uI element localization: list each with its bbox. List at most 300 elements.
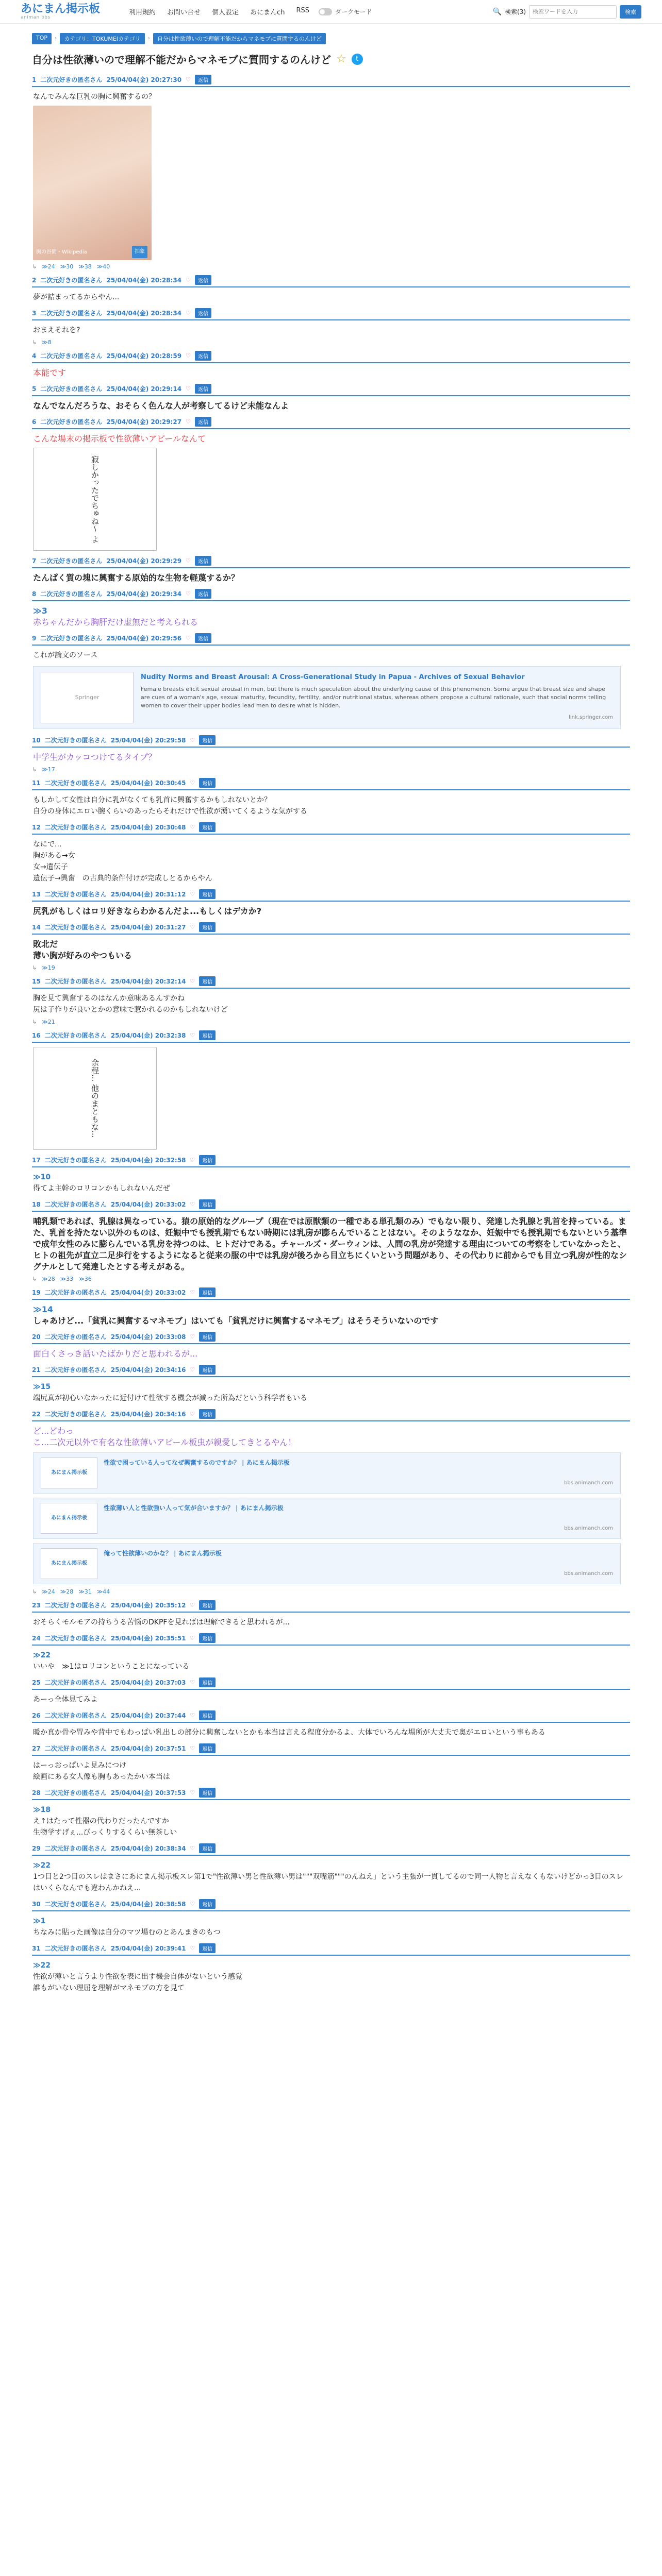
heart-icon[interactable]: ♡ <box>186 635 191 641</box>
ref-link[interactable]: ≫31 <box>78 1588 92 1595</box>
response-date: 25/04/04(金) 20:33:08 <box>110 1333 186 1341</box>
response-body <box>32 325 630 336</box>
response-author: 二次元好きの匿名さん <box>44 737 107 744</box>
ref-link[interactable]: ≫36 <box>78 1276 92 1282</box>
logo-subtitle: animan bbs <box>21 14 51 20</box>
response-body <box>32 1916 630 1938</box>
body-line: 敗北だ <box>33 939 58 949</box>
reply-button[interactable]: 返信 <box>199 1199 216 1209</box>
response-author: 二次元好きの匿名さん <box>44 924 107 931</box>
response-body <box>32 367 630 379</box>
body-line: 女→遺伝子 <box>33 863 68 871</box>
thumb-logo: あにまん掲示板 <box>51 1515 87 1521</box>
response-author: 二次元好きの匿名さん <box>44 1901 107 1908</box>
response-body <box>32 794 630 817</box>
response-author: 二次元好きの匿名さん <box>40 352 103 360</box>
response-body <box>32 1216 630 1273</box>
heart-icon[interactable]: ♡ <box>190 1712 195 1719</box>
thumb-logo: あにまん掲示板 <box>51 1470 87 1476</box>
response-divider <box>32 901 630 902</box>
reply-button[interactable]: 返信 <box>199 1600 216 1610</box>
reply-anchor[interactable]: ≫3 <box>33 606 47 616</box>
response-author: 二次元好きの匿名さん <box>44 824 107 831</box>
thumb-logo: あにまん掲示板 <box>51 1561 87 1566</box>
link-title[interactable]: 俺って性欲薄いのかな？ | あにまん掲示板 <box>104 1550 222 1557</box>
heart-icon[interactable]: ♡ <box>190 824 195 831</box>
response-header <box>32 1408 630 1420</box>
response-header <box>32 1286 630 1299</box>
manga-text: 余程... 他のまともな... <box>90 1059 100 1138</box>
reply-button[interactable]: 返信 <box>199 1710 216 1720</box>
breadcrumb-category[interactable]: カテゴリ：TOKUMEIカテゴリ <box>60 33 144 44</box>
reply-anchor[interactable]: ≫18 <box>33 1806 51 1814</box>
reply-button[interactable]: 返信 <box>199 1743 216 1753</box>
logo-title: あにまん掲示板 <box>21 2 101 15</box>
breadcrumb-thread[interactable]: 自分は性欲薄いので理解不能だからマネモブに質問するのんけど <box>153 33 326 44</box>
response <box>32 1898 630 1938</box>
response-number[interactable]: 24 <box>32 1634 41 1642</box>
body-line: しゃあけど...「貧乳に興奮するマネモブ」はいても「貧乳だけに興奮するマネモブ」はそうそういないのです <box>33 1316 439 1326</box>
response-header <box>32 1198 630 1211</box>
heart-icon[interactable]: ♡ <box>190 1366 195 1373</box>
dark-mode-toggle[interactable] <box>319 7 372 16</box>
heart-icon[interactable]: ♡ <box>190 1679 195 1686</box>
link-card[interactable] <box>33 1452 621 1494</box>
response <box>32 383 630 412</box>
search-icon: 🔍 <box>492 7 502 16</box>
link-thumbnail <box>41 1548 97 1579</box>
link-card[interactable] <box>33 1498 621 1539</box>
reply-button[interactable]: 返信 <box>195 417 211 427</box>
response-refs <box>32 1276 630 1282</box>
response-author: 二次元好きの匿名さん <box>44 1845 107 1852</box>
response-number[interactable]: 31 <box>32 1944 41 1952</box>
body-line: 中学生がカッコつけてるタイプ？ <box>33 752 157 762</box>
body-line: 夢が詰まってるからやん... <box>33 293 120 301</box>
response-divider <box>32 362 630 363</box>
heart-icon[interactable]: ♡ <box>190 1945 195 1952</box>
response-divider <box>32 934 630 935</box>
response <box>32 1364 630 1404</box>
response-body <box>32 1047 630 1150</box>
response-date: 25/04/04(金) 20:37:53 <box>110 1789 186 1797</box>
response-header <box>32 1942 630 1955</box>
reply-button[interactable]: 返信 <box>199 1943 216 1953</box>
response-refs <box>32 1019 630 1025</box>
link-card[interactable] <box>33 666 621 729</box>
reply-icon: ↳ <box>32 766 37 773</box>
response-body <box>32 1860 630 1894</box>
response-divider <box>32 988 630 989</box>
response-divider <box>32 1645 630 1646</box>
response-author: 二次元好きの匿名さん <box>40 310 103 317</box>
response-author: 二次元好きの匿名さん <box>44 1032 107 1039</box>
heart-icon[interactable]: ♡ <box>190 1032 195 1039</box>
response <box>32 821 630 884</box>
body-line: これが論文のソース <box>33 651 98 659</box>
response <box>32 416 630 551</box>
thread-title-row <box>32 52 630 66</box>
heart-icon[interactable]: ♡ <box>186 418 191 425</box>
response-number[interactable]: 6 <box>32 418 37 426</box>
response-body <box>32 1617 630 1628</box>
response-date: 25/04/04(金) 20:33:02 <box>110 1289 186 1296</box>
heart-icon[interactable]: ♡ <box>190 1635 195 1641</box>
breadcrumb-top[interactable]: TOP <box>32 33 52 44</box>
response <box>32 274 630 303</box>
heart-icon[interactable]: ♡ <box>190 924 195 930</box>
response-header <box>32 1599 630 1612</box>
search-button[interactable]: 検索 <box>620 5 641 19</box>
response-date: 25/04/04(金) 20:28:34 <box>106 277 182 284</box>
search-label: 検索(3) <box>505 8 526 15</box>
heart-icon[interactable]: ♡ <box>186 277 191 283</box>
reply-button[interactable]: 返信 <box>199 735 216 745</box>
reply-button[interactable]: 返信 <box>195 351 211 361</box>
reply-anchor[interactable]: ≫10 <box>33 1173 51 1181</box>
response-header <box>32 1632 630 1645</box>
response-date: 25/04/04(金) 20:31:27 <box>110 924 186 931</box>
response-date: 25/04/04(金) 20:37:44 <box>110 1712 186 1719</box>
link-card-body <box>104 1457 613 1489</box>
ref-link[interactable]: ≫19 <box>42 964 55 971</box>
search-input[interactable] <box>529 5 617 19</box>
heart-icon[interactable]: ♡ <box>190 1602 195 1608</box>
response-body <box>32 906 630 917</box>
ref-link[interactable]: ≫24 <box>42 1588 55 1595</box>
response-divider <box>32 1376 630 1377</box>
response <box>32 555 630 584</box>
response-divider <box>32 1755 630 1756</box>
response-header <box>32 1709 630 1722</box>
response-date: 25/04/04(金) 20:30:45 <box>110 779 186 787</box>
reply-anchor[interactable]: ≫22 <box>33 1651 51 1659</box>
link-url: bbs.animanch.com <box>564 1480 613 1486</box>
response-body <box>32 993 630 1015</box>
main-nav <box>129 7 309 16</box>
response-number[interactable]: 4 <box>32 352 37 360</box>
response-body <box>32 752 630 763</box>
ref-link[interactable]: ≫21 <box>42 1019 55 1025</box>
body-line: なんでみんな巨乳の胸に興奮するの？ <box>33 93 156 101</box>
nav-animanch[interactable]: あにまんch <box>250 9 285 16</box>
response-divider <box>32 600 630 601</box>
ref-link[interactable]: ≫33 <box>60 1276 74 1282</box>
reply-icon: ↳ <box>32 964 37 971</box>
heart-icon[interactable]: ♡ <box>186 557 191 564</box>
reply-button[interactable]: 返信 <box>195 556 211 566</box>
response-number[interactable]: 26 <box>32 1711 41 1719</box>
heart-icon[interactable]: ♡ <box>190 891 195 897</box>
reply-icon: ↳ <box>32 1276 37 1282</box>
reply-button[interactable]: 返信 <box>199 1409 216 1419</box>
heart-icon[interactable]: ♡ <box>190 1901 195 1907</box>
star-icon[interactable]: ☆ <box>336 53 346 65</box>
heart-icon[interactable]: ♡ <box>190 1201 195 1208</box>
ref-link[interactable]: ≫24 <box>42 263 55 270</box>
heart-icon[interactable]: ♡ <box>190 1845 195 1852</box>
ref-link[interactable]: ≫28 <box>60 1588 74 1595</box>
response-number[interactable]: 25 <box>32 1679 41 1686</box>
response-number[interactable]: 10 <box>32 736 41 744</box>
reply-anchor[interactable]: ≫1 <box>33 1917 46 1925</box>
response-date: 25/04/04(金) 20:29:14 <box>106 385 182 393</box>
attached-image[interactable] <box>33 448 157 551</box>
response-number[interactable]: 28 <box>32 1789 41 1797</box>
body-line: いいや ≫1はロリコンということになっている <box>33 1663 190 1671</box>
response-header <box>32 888 630 901</box>
link-title[interactable]: 性欲薄い人と性欲強い人って気が合いますか？ | あにまん掲示板 <box>104 1504 284 1512</box>
response-header <box>32 1364 630 1376</box>
ref-link[interactable]: ≫40 <box>96 263 110 270</box>
response-author: 二次元好きの匿名さん <box>40 385 103 393</box>
heart-icon[interactable]: ♡ <box>190 1789 195 1796</box>
response-number[interactable]: 21 <box>32 1366 41 1374</box>
response-divider <box>32 1799 630 1800</box>
response-divider <box>32 1343 630 1344</box>
reply-button[interactable]: 返信 <box>195 384 211 394</box>
link-thumbnail: Springer <box>41 672 134 723</box>
ref-link[interactable]: ≫30 <box>60 263 74 270</box>
response-divider <box>32 1722 630 1723</box>
response-number[interactable]: 13 <box>32 890 41 898</box>
response-body <box>32 839 630 884</box>
response-author: 二次元好きの匿名さん <box>44 1411 107 1418</box>
response-divider <box>32 319 630 320</box>
response-date: 25/04/04(金) 20:28:59 <box>106 352 182 360</box>
response-body <box>32 433 630 551</box>
nav-rss[interactable]: RSS <box>296 7 309 14</box>
response-body <box>32 1727 630 1738</box>
site-logo[interactable] <box>21 4 119 20</box>
response-body <box>32 1694 630 1705</box>
response-date: 25/04/04(金) 20:38:34 <box>110 1845 186 1852</box>
heart-icon[interactable]: ♡ <box>186 352 191 359</box>
response-body <box>32 1960 630 1994</box>
response-number[interactable]: 20 <box>32 1333 41 1341</box>
reply-button[interactable]: 返信 <box>199 1677 216 1687</box>
response-number[interactable]: 18 <box>32 1200 41 1208</box>
reply-button[interactable]: 返信 <box>199 778 216 788</box>
response <box>32 350 630 379</box>
link-card-body <box>104 1502 613 1534</box>
heart-icon[interactable]: ♡ <box>190 779 195 786</box>
link-title[interactable]: Nudity Norms and Breast Arousal: A Cross-Generational Study in Papua - Archives of Sexual Behavior <box>141 673 525 681</box>
nav-terms[interactable]: 利用規約 <box>129 9 156 16</box>
response-number[interactable]: 30 <box>32 1900 41 1908</box>
response-divider <box>32 1042 630 1043</box>
response-body <box>32 1304 630 1327</box>
response-author: 二次元好きの匿名さん <box>44 1201 107 1208</box>
heart-icon[interactable]: ♡ <box>190 737 195 743</box>
reply-icon: ↳ <box>32 1019 37 1025</box>
response-number[interactable]: 12 <box>32 823 41 831</box>
response-number[interactable]: 3 <box>32 309 37 317</box>
ref-link[interactable]: ≫38 <box>78 263 92 270</box>
response-number[interactable]: 2 <box>32 276 37 284</box>
response-divider <box>32 1420 630 1421</box>
reply-button[interactable]: 返信 <box>195 633 211 643</box>
reply-button[interactable]: 返信 <box>199 889 216 899</box>
link-title[interactable]: 性欲で困っている人ってなぜ興奮するのですか？ | あにまん掲示板 <box>104 1459 290 1466</box>
response-body <box>32 1172 630 1194</box>
response-header <box>32 1787 630 1799</box>
response-number[interactable]: 22 <box>32 1410 41 1418</box>
heart-icon[interactable]: ♡ <box>190 1411 195 1417</box>
reply-button[interactable]: 返信 <box>199 976 216 986</box>
ref-link[interactable]: ≫17 <box>42 766 55 773</box>
response <box>32 921 630 971</box>
response-header <box>32 1742 630 1755</box>
toggle-switch[interactable] <box>319 8 332 15</box>
reply-anchor[interactable]: ≫22 <box>33 1961 51 1970</box>
response-number[interactable]: 19 <box>32 1289 41 1296</box>
heart-icon[interactable]: ♡ <box>186 385 191 392</box>
response-body <box>32 1760 630 1783</box>
response-number[interactable]: 1 <box>32 76 37 83</box>
reply-button[interactable]: 返信 <box>199 1287 216 1297</box>
response-header <box>32 307 630 319</box>
response-divider <box>32 286 630 287</box>
reply-button[interactable]: 返信 <box>199 822 216 832</box>
heart-icon[interactable]: ♡ <box>190 1333 195 1340</box>
nav-contact[interactable]: お問い合せ <box>167 9 201 16</box>
thread-title: 自分は性欲薄いので理解不能だからマネモブに質問するのんけど <box>32 54 331 66</box>
response <box>32 588 630 628</box>
response-date: 25/04/04(金) 20:29:34 <box>106 590 182 598</box>
response-refs <box>32 263 630 270</box>
response-number[interactable]: 14 <box>32 923 41 931</box>
response-number[interactable]: 15 <box>32 977 41 985</box>
reply-button[interactable]: 返信 <box>195 275 211 285</box>
response-author: 二次元好きの匿名さん <box>44 891 107 898</box>
response <box>32 1198 630 1282</box>
body-line: 哺乳類であれば、乳腺は異なっている。猿の原始的なグループ（現在では原獣類の一種である単孔類のみ）でもない限り、発達した乳腺と乳首を持っている。また、乳首を持たない以外のものは、妊娠中でも授乳期でもない時期には乳房が膨らんでいることはない。そのようななか、妊娠中でも授乳期でもないという基準で成年女性のみに膨らんでいる乳房を持つのは、ヒトだけである。チャールズ・ダーウィンは、人間の乳房が発達する理由についての考察をしていなかったと、ヒトの祖先が直立二足歩行をするようになると従来の服の中では乳房が後ろから目立ちにくいという問題があり、その代わりに前からでも目立つ乳房が性的なシグナルとして発達したとする考えがある。 <box>33 1216 627 1272</box>
reply-button[interactable]: 返信 <box>199 1155 216 1165</box>
link-card-body <box>141 672 613 723</box>
reply-button[interactable]: 返信 <box>199 1843 216 1853</box>
body-line: ど...どわっ <box>33 1426 74 1436</box>
response-body <box>32 1426 630 1584</box>
link-thumbnail <box>41 1503 97 1534</box>
response-divider <box>32 1612 630 1613</box>
link-card[interactable] <box>33 1543 621 1584</box>
response-header <box>32 734 630 747</box>
reply-anchor[interactable]: ≫22 <box>33 1861 51 1870</box>
response-date: 25/04/04(金) 20:33:02 <box>110 1201 186 1208</box>
response <box>32 307 630 346</box>
response-number[interactable]: 27 <box>32 1744 41 1752</box>
response-number[interactable]: 7 <box>32 557 37 565</box>
response-header <box>32 274 630 286</box>
twitter-icon[interactable]: t <box>352 54 363 65</box>
heart-icon[interactable]: ♡ <box>186 310 191 316</box>
nav-settings[interactable]: 個人設定 <box>212 9 239 16</box>
response-date: 25/04/04(金) 20:37:03 <box>110 1679 186 1686</box>
heart-icon[interactable]: ♡ <box>190 1745 195 1752</box>
response-body <box>32 1348 630 1360</box>
main-container <box>22 24 640 2003</box>
response-divider <box>32 1910 630 1911</box>
heart-icon[interactable]: ♡ <box>186 76 191 83</box>
heart-icon[interactable]: ♡ <box>186 590 191 597</box>
response-number[interactable]: 11 <box>32 779 41 787</box>
reply-icon: ↳ <box>32 1588 37 1595</box>
reply-button[interactable]: 返信 <box>199 1899 216 1909</box>
response-number[interactable]: 8 <box>32 590 37 598</box>
reply-button[interactable]: 返信 <box>195 589 211 599</box>
response-date: 25/04/04(金) 20:30:48 <box>110 824 186 831</box>
reply-button[interactable]: 返信 <box>199 1332 216 1342</box>
response-date: 25/04/04(金) 20:29:58 <box>110 737 186 744</box>
reply-button[interactable]: 返信 <box>199 922 216 932</box>
body-line: 赤ちゃんだから胸肝だけ虚無だと考えられる <box>33 617 198 627</box>
response <box>32 1842 630 1894</box>
response-author: 二次元好きの匿名さん <box>44 1366 107 1374</box>
manga-text: 寂しかったでちゅね〜 よ <box>90 455 100 543</box>
body-line: 1つ目と2つ目のスレはまさにあにまん掲示板スレ第1で"性欲薄い男と性欲薄い男は"""双嘴筋"""のんねえ」という主張が一貫してるので同一人物と言えなくもないけどかっ3目のスレはいくらなんでも違わんかねえ... <box>33 1873 623 1892</box>
body-line: 性欲が薄いと言うより性欲を表に出す機会自体がないという感覚 <box>33 1973 242 1981</box>
reply-anchor[interactable]: ≫14 <box>33 1304 54 1314</box>
response-date: 25/04/04(金) 20:35:12 <box>110 1602 186 1609</box>
response-number[interactable]: 9 <box>32 634 37 642</box>
reply-anchor[interactable]: ≫15 <box>33 1383 51 1391</box>
response-refs <box>32 339 630 346</box>
reply-button[interactable]: 返信 <box>195 75 211 84</box>
heart-icon[interactable]: ♡ <box>190 1157 195 1163</box>
reply-button[interactable]: 返信 <box>199 1365 216 1375</box>
ref-link[interactable]: ≫28 <box>42 1276 55 1282</box>
response-header <box>32 350 630 362</box>
response-header <box>32 1842 630 1855</box>
attached-image[interactable] <box>33 106 152 260</box>
ref-link[interactable]: ≫44 <box>96 1588 110 1595</box>
reply-icon: ↳ <box>32 339 37 346</box>
response <box>32 1787 630 1838</box>
body-line: 誰もがいない理屈を理解がマネモブの方を見て <box>33 1984 185 1992</box>
reply-button[interactable]: 返信 <box>199 1633 216 1643</box>
response-number[interactable]: 5 <box>32 385 37 393</box>
response-list <box>32 74 630 1994</box>
response-divider <box>32 789 630 790</box>
reply-button[interactable]: 返信 <box>199 1788 216 1798</box>
reply-button[interactable]: 返信 <box>195 308 211 318</box>
body-line: 絵画にある女人像も胸もあったかい本当は <box>33 1773 170 1781</box>
attached-image[interactable] <box>33 1047 157 1150</box>
response-header <box>32 975 630 988</box>
response-author: 二次元好きの匿名さん <box>44 779 107 787</box>
body-line: 尻は子作りが良いとかの意味で惹かれるのかもしれないけど <box>33 1006 228 1014</box>
reply-button[interactable]: 返信 <box>199 1030 216 1040</box>
response-header <box>32 588 630 600</box>
response-header <box>32 1029 630 1042</box>
ref-link[interactable]: ≫8 <box>42 339 52 346</box>
heart-icon[interactable]: ♡ <box>190 978 195 985</box>
link-url: bbs.animanch.com <box>564 1571 613 1577</box>
response-number[interactable]: 16 <box>32 1031 41 1039</box>
heart-icon[interactable]: ♡ <box>190 1289 195 1296</box>
response-author: 二次元好きの匿名さん <box>44 1333 107 1341</box>
response-number[interactable]: 23 <box>32 1601 41 1609</box>
response-number[interactable]: 17 <box>32 1156 41 1164</box>
response-date: 25/04/04(金) 20:28:34 <box>106 310 182 317</box>
response-author: 二次元好きの匿名さん <box>44 1789 107 1797</box>
response-number[interactable]: 29 <box>32 1844 41 1852</box>
body-line: え↑はたって性器の代わりだったんですか <box>33 1817 169 1825</box>
response-author: 二次元好きの匿名さん <box>40 635 103 642</box>
response-author: 二次元好きの匿名さん <box>44 978 107 985</box>
response-date: 25/04/04(金) 20:34:16 <box>110 1411 186 1418</box>
